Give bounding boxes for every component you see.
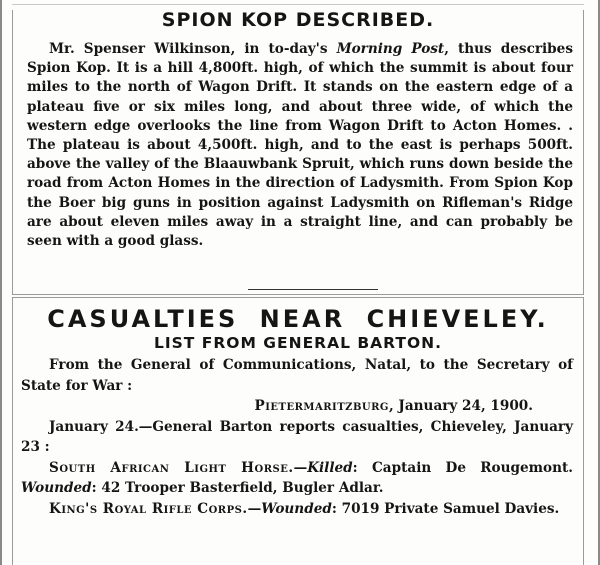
dateline-date: , January 24, 1900. xyxy=(388,398,533,414)
article-body xyxy=(27,40,573,251)
casualty-entry: King's Royal Rifle Corps.—Wounded: 7019 Private Samuel Davies. xyxy=(49,500,560,517)
dateline xyxy=(21,396,573,417)
wounded-label: Wounded xyxy=(21,480,92,496)
article-headline: CASUALTIES NEAR CHIEVELEY. xyxy=(47,305,549,333)
article-casualties xyxy=(12,297,584,565)
report-paragraph: January 24.—General Barton reports casualties, Chieveley, January 23 : xyxy=(21,418,573,455)
top-rule xyxy=(12,4,584,5)
unit-name: King's Royal Rifle Corps. xyxy=(49,500,248,517)
article-subheadline: LIST FROM GENERAL BARTON. xyxy=(153,334,443,352)
killed-label: Killed xyxy=(307,459,353,476)
article-spion-kop xyxy=(12,10,584,295)
article-paragraph: Mr. Spenser Wilkinson, in to-day's Morning Post, thus describes Spion Kop. It is a hill 4,800ft. high, of which the summit is about four miles to the north of Wagon Drift. It stands on the eastern edge of a plateau five or six miles long, and about three wide, of which the western edge overlooks the line from Wagon Drift to Acton Homes. . The plateau is about 4,500ft. high, and to the east is perhaps 500ft. above the valley of the Blaauwbank Spruit, which runs down beside the road from Acton Homes in the direction of Ladysmith. From Spion Kop the Boer big guns in position against Ladysmith on Rifleman's Ridge are about eleven miles away in a straight line, and can probably be seen with a good glass. xyxy=(27,41,573,250)
publication-name: Morning Post xyxy=(336,41,445,57)
wounded-label: Wounded xyxy=(261,500,332,517)
dateline-place: Pietermaritzburg xyxy=(254,398,389,414)
section-divider xyxy=(248,289,378,290)
casualty-entry: South African Light Horse.—Killed: Captain De Rougemont. Wounded: 42 Trooper Basterfield, Bugler Adlar. xyxy=(21,459,574,496)
unit-name: South African Light Horse. xyxy=(49,459,294,476)
intro-paragraph: From the General of Communications, Natal, to the Secretary of State for War : xyxy=(21,357,573,394)
article-body xyxy=(21,355,573,519)
article-headline: SPION KOP DESCRIBED. xyxy=(161,9,435,31)
